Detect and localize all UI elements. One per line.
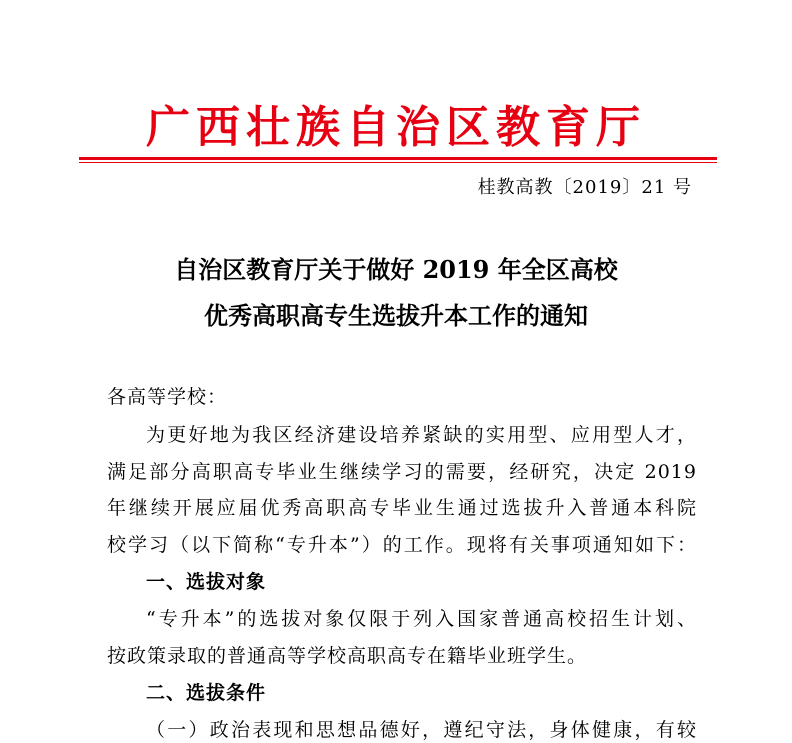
red-header-rule — [79, 157, 717, 163]
paragraph-1-line-1: 为更好地为我区经济建设培养紧缺的实用型、应用型人才， — [146, 424, 697, 446]
paragraph-1-line-3: 年继续开展应届优秀高职高专毕业生通过选拔升入普通本科院 — [107, 497, 697, 519]
issuing-agency-title: 广西壮族自治区教育厅 — [146, 102, 646, 153]
paragraph-2-line-2: 按政策录取的普通高等学校高职高专在籍毕业班学生。 — [107, 645, 588, 667]
notice-title-line-1: 自治区教育厅关于做好 2019 年全区高校 — [174, 255, 618, 284]
document-number: 桂教高教〔2019〕21 号 — [477, 177, 692, 198]
paragraph-1-line-2: 满足部分高职高专毕业生继续学习的需要，经研究，决定 2019 — [107, 461, 697, 483]
paragraph-1-line-4: 校学习（以下简称“专升本”）的工作。现将有关事项通知如下： — [107, 534, 697, 556]
salutation: 各高等学校： — [107, 386, 228, 408]
section-2-heading: 二、选拔条件 — [146, 682, 267, 704]
notice-title-line-2: 优秀高职高专生选拔升本工作的通知 — [204, 301, 588, 330]
section-1-heading: 一、选拔对象 — [146, 571, 267, 593]
paragraph-3-line-1: （一）政治表现和思想品德好，遵纪守法，身体健康，有较 — [146, 719, 697, 741]
paragraph-2-line-1: “专升本”的选拔对象仅限于列入国家普通高校招生计划、 — [146, 608, 697, 630]
